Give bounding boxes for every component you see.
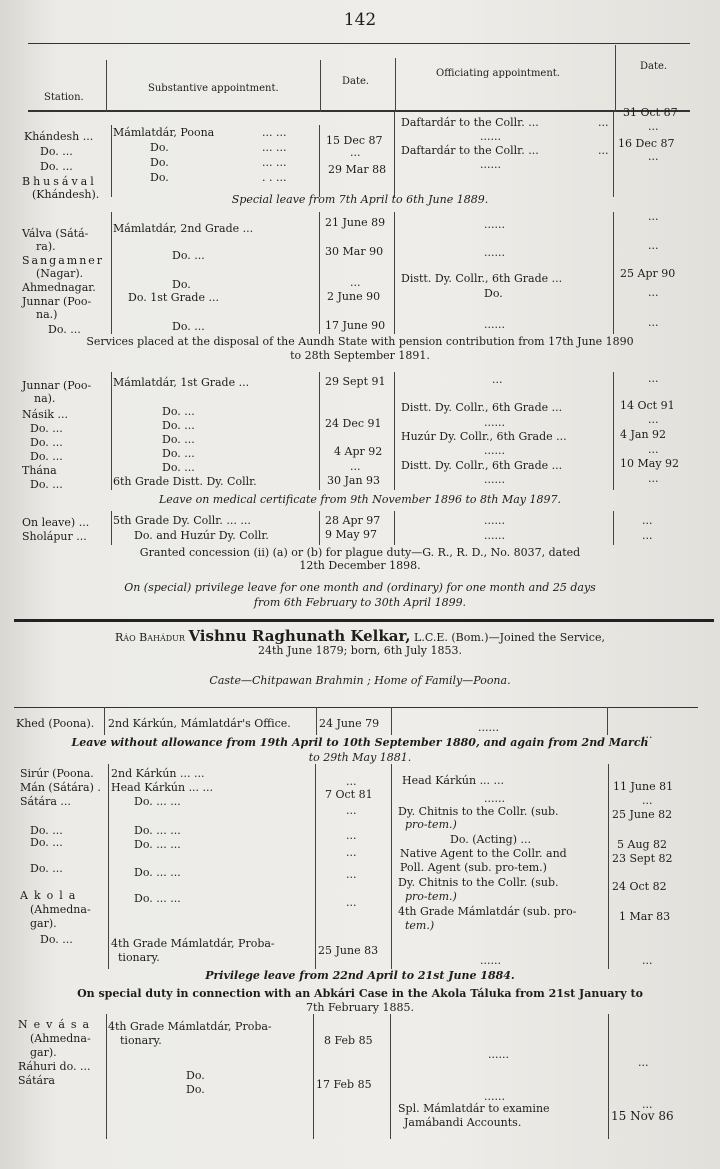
privilege-note: On (special) privilege leave for one month and (ordinary) for one month and 25 days	[124, 581, 596, 594]
services-note: to 28th September 1891.	[290, 349, 430, 362]
column-rule	[608, 764, 609, 969]
officiating-cell: Distt. Dy. Collr., 6th Grade ...	[401, 401, 563, 414]
filler-dots: ...	[598, 144, 609, 157]
column-rule	[104, 707, 105, 735]
substantive-cell: Do. ...	[162, 433, 195, 446]
station-cell: (Ahmedna-	[30, 903, 91, 916]
officiating-date-cell: 15 Nov 86	[611, 1109, 674, 1123]
date-cell: 28 Apr 97	[325, 514, 381, 527]
officiating-cell: Dy. Chitnis to the Collr. (sub.	[398, 805, 559, 818]
concession-note: Granted concession (ii) (a) or (b) for plague duty—G. R., R. D., No. 8037, dated	[139, 546, 581, 559]
privilege-note: from 6th February to 30th April 1899.	[253, 596, 467, 609]
officiating-cell: Do. (Acting) ...	[450, 833, 531, 846]
substantive-cell: Head Kárkún ... ...	[111, 781, 214, 794]
station-cell: Do. ...	[30, 450, 63, 463]
officiating-cell: pro-tem.)	[405, 890, 457, 903]
date-cell: 7 Oct 81	[325, 788, 373, 801]
officiating-cell: Do.	[484, 287, 503, 300]
column-rule	[106, 1014, 107, 1139]
officiating-cell: ...	[492, 373, 503, 386]
column-rule	[108, 764, 109, 969]
header-station: Station.	[44, 92, 84, 103]
officiating-date-cell: ...	[642, 1098, 653, 1111]
officiating-cell: Poll. Agent (sub. pro-tem.)	[400, 861, 547, 874]
privilege-note: Privilege leave from 22nd April to 21st June 1884.	[205, 969, 515, 982]
substantive-cell: Do. ...	[162, 461, 195, 474]
substantive-cell: Do. ...	[172, 320, 205, 333]
station-cell: Sirúr (Poona.	[20, 767, 94, 780]
station-cell: (Nagar).	[36, 267, 84, 280]
officiating-date-cell: ...	[642, 728, 653, 741]
officiating-date-cell: 5 Aug 82	[617, 838, 668, 851]
station-cell: na).	[34, 392, 56, 405]
officiating-cell: ......	[478, 721, 499, 734]
date-cell: 9 May 97	[325, 528, 378, 541]
column-rule	[613, 112, 614, 197]
concession-note: 12th December 1898.	[299, 559, 421, 572]
person-details: L.C.E. (Bom.)—Joined the Service,	[414, 631, 605, 644]
station-cell: Nevása	[18, 1018, 96, 1031]
date-cell: ...	[350, 276, 361, 289]
substantive-cell: Do. ...	[162, 447, 195, 460]
officiating-cell: ......	[484, 318, 505, 331]
officiating-cell: ......	[484, 1090, 505, 1103]
officiating-date-cell: 16 Dec 87	[618, 137, 675, 150]
officiating-date-cell: ...	[642, 514, 653, 527]
station-cell: Khándesh ...	[24, 130, 94, 143]
station-cell: Bhusával	[22, 175, 97, 188]
date-cell: 4 Apr 92	[334, 445, 383, 458]
date-cell: ...	[346, 775, 357, 788]
date-cell: ...	[346, 896, 357, 909]
person-details-line2: 24th June 1879; born, 6th July 1853.	[258, 644, 462, 657]
substantive-cell: Do. ... ...	[134, 824, 181, 837]
column-rule	[613, 372, 614, 490]
date-cell: ...	[346, 804, 357, 817]
officiating-cell: Daftardár to the Collr. ...	[401, 144, 539, 157]
leave-note: to 29th May 1881.	[308, 751, 412, 764]
column-rule	[316, 707, 317, 735]
station-cell: gar).	[30, 917, 57, 930]
station-cell: Sátára	[18, 1074, 55, 1087]
column-rule	[608, 1014, 609, 1139]
station-cell: Do. ...	[40, 145, 73, 158]
substantive-cell: Do.	[150, 171, 169, 184]
date-cell: 15 Dec 87	[326, 134, 383, 147]
officiating-cell: ......	[484, 529, 505, 542]
officiating-date-cell: ...	[642, 954, 653, 967]
officiating-cell: ......	[484, 246, 505, 259]
substantive-cell: Mámlatdár, 1st Grade ...	[113, 376, 250, 389]
officiating-date-cell: 23 Sept 82	[612, 852, 673, 865]
special-duty-note: 7th February 1885.	[306, 1001, 414, 1014]
column-rule	[111, 125, 112, 197]
column-rule	[394, 112, 395, 197]
column-rule	[313, 1014, 314, 1139]
officiating-cell: Dy. Chitnis to the Collr. (sub.	[398, 876, 559, 889]
date-cell: 17 Feb 85	[316, 1078, 372, 1091]
column-rule	[111, 212, 112, 334]
date-cell: ...	[350, 146, 361, 159]
officiating-cell: Spl. Mámlatdár to examine	[398, 1102, 550, 1115]
station-cell: Do. ...	[30, 422, 63, 435]
substantive-cell: tionary.	[118, 951, 160, 964]
substantive-cell: Do. and Huzúr Dy. Collr.	[134, 529, 269, 542]
substantive-cell: Mámlatdár, Poona	[113, 126, 215, 139]
officiating-cell: ......	[480, 130, 501, 143]
officiating-date-cell: ...	[642, 529, 653, 542]
officiating-cell: 4th Grade Mámlatdár (sub. pro-	[398, 905, 577, 918]
station-cell: Thána	[22, 464, 57, 477]
station-cell: gar).	[30, 1046, 57, 1059]
officiating-date-cell: ...	[648, 286, 659, 299]
date-cell: ...	[346, 829, 357, 842]
station-cell: Ráhuri do. ...	[18, 1060, 91, 1073]
officiating-cell: ......	[484, 218, 505, 231]
substantive-cell: Do. 1st Grade ...	[128, 291, 219, 304]
date-cell: 29 Mar 88	[328, 163, 387, 176]
column-rule	[319, 212, 320, 334]
station-cell: On leave) ...	[22, 516, 90, 529]
officiating-cell: Distt. Dy. Collr., 6th Grade ...	[401, 459, 563, 472]
station-cell: Sholápur ...	[22, 530, 87, 543]
officiating-date-cell: 31 Oct 87	[623, 106, 678, 119]
officiating-cell: ......	[488, 1048, 509, 1061]
substantive-cell: 2nd Kárkún ... ...	[111, 767, 205, 780]
column-rule	[394, 511, 395, 545]
officiating-date-cell: 24 Oct 82	[612, 880, 667, 893]
station-cell: Do. ...	[40, 160, 73, 173]
substantive-cell: Do.	[186, 1083, 205, 1096]
substantive-cell: 4th Grade Mámlatdár, Proba-	[111, 937, 275, 950]
column-rule	[315, 764, 316, 969]
column-rule	[111, 372, 112, 490]
date-cell: 21 June 89	[325, 216, 386, 229]
officiating-cell: ......	[484, 444, 505, 457]
date-cell: 29 Sept 91	[325, 375, 386, 388]
officiating-date-cell: 14 Oct 91	[620, 399, 675, 412]
officiating-cell: pro-tem.)	[405, 818, 457, 831]
station-cell: Junnar (Poo-	[22, 295, 92, 308]
officiating-date-cell: ...	[648, 316, 659, 329]
officiating-date-cell: 11 June 81	[613, 780, 674, 793]
officiating-date-cell: 10 May 92	[620, 457, 680, 470]
column-rule	[613, 511, 614, 545]
leave-note: Special leave from 7th April to 6th June 1889.	[231, 193, 489, 206]
station-cell: Junnar (Poo-	[22, 379, 92, 392]
substantive-cell: 5th Grade Dy. Collr. ... ...	[113, 514, 251, 527]
substantive-cell: Do.	[186, 1069, 205, 1082]
station-cell: Ahmednagar.	[22, 281, 96, 294]
substantive-cell: Do. ... ...	[134, 866, 181, 879]
date-cell: 24 June 79	[319, 717, 380, 730]
column-rule	[391, 764, 392, 969]
station-cell: Do. ...	[30, 862, 63, 875]
services-note: Services placed at the disposal of the Aundh State with pension contribution from 17th June 1890	[86, 335, 634, 348]
officiating-date-cell: ...	[648, 120, 659, 133]
substantive-cell: 2nd Kárkún, Mámlatdár's Office.	[108, 717, 291, 730]
officiating-date-cell: ...	[648, 150, 659, 163]
station-cell: Do. ...	[30, 836, 63, 849]
page-number: 142	[343, 10, 377, 30]
date-cell: 8 Feb 85	[324, 1034, 373, 1047]
substantive-cell: Do. ...	[172, 249, 205, 262]
column-rule	[391, 707, 392, 735]
station-cell: (Ahmedna-	[30, 1032, 91, 1045]
officiating-date-cell: ...	[648, 372, 659, 385]
officiating-cell: Daftardár to the Collr. ...	[401, 116, 539, 129]
station-cell: Sangamner	[22, 254, 105, 267]
substantive-cell: 6th Grade Distt. Dy. Collr.	[113, 475, 257, 488]
officiating-cell: Native Agent to the Collr. and	[400, 847, 567, 860]
header-bottom-rule	[28, 110, 690, 112]
station-cell: Do. ...	[40, 933, 73, 946]
officiating-cell: Head Kárkún ... ...	[402, 774, 505, 787]
date-cell: 24 Dec 91	[325, 417, 382, 430]
filler-dots: ... ...	[262, 156, 287, 169]
leave-note: Leave without allowance from 19th April to 10th September 1880, and again from 2nd March	[71, 736, 649, 749]
date-cell: 17 June 90	[325, 319, 386, 332]
substantive-cell: Do. ... ...	[134, 892, 181, 905]
person-name: Vishnu Raghunath Kelkar,	[188, 627, 411, 645]
officiating-cell: ......	[480, 954, 501, 967]
date-cell: ...	[346, 868, 357, 881]
officiating-cell: ......	[484, 514, 505, 527]
header-top-rule	[28, 43, 690, 44]
date-cell: 30 Jan 93	[327, 474, 381, 487]
substantive-cell: Do. ...	[162, 419, 195, 432]
header-divider	[320, 60, 321, 112]
column-rule	[394, 372, 395, 490]
officiating-cell: ......	[480, 158, 501, 171]
substantive-cell: Do.	[172, 278, 191, 291]
officiating-cell: tem.)	[405, 919, 435, 932]
header-divider	[395, 58, 396, 112]
section-rule	[14, 619, 714, 622]
station-cell: Do. ...	[48, 323, 81, 336]
date-cell: 2 June 90	[327, 290, 381, 303]
station-cell: Do. ...	[30, 436, 63, 449]
officiating-date-cell: ...	[648, 210, 659, 223]
officiating-date-cell: ...	[638, 1056, 649, 1069]
column-rule	[613, 212, 614, 334]
officiating-cell: Jamábandi Accounts.	[404, 1116, 522, 1129]
officiating-cell: ......	[484, 473, 505, 486]
station-cell: Násik ...	[22, 408, 68, 421]
officiating-date-cell: 25 Apr 90	[620, 267, 676, 280]
station-cell: Akola	[20, 889, 82, 902]
header-divider	[106, 60, 107, 112]
column-rule	[607, 707, 608, 735]
officiating-date-cell: ...	[648, 443, 659, 456]
officiating-date-cell: 4 Jan 92	[620, 428, 667, 441]
date-cell: 25 June 83	[318, 944, 379, 957]
filler-dots: ... ...	[262, 141, 287, 154]
officiating-date-cell: ...	[648, 413, 659, 426]
substantive-cell: Do. ... ...	[134, 838, 181, 851]
officiating-date-cell: 25 June 82	[612, 808, 673, 821]
station-cell: Do. ...	[30, 478, 63, 491]
station-cell: ra).	[36, 240, 56, 253]
station-cell: Khed (Poona).	[16, 717, 95, 730]
officiating-date-cell: ...	[642, 794, 653, 807]
officiating-cell: Huzúr Dy. Collr., 6th Grade ...	[401, 430, 567, 443]
officiating-date-cell: ...	[648, 239, 659, 252]
station-cell: Do. ...	[30, 824, 63, 837]
station-cell: Mán (Sátára) .	[20, 781, 101, 794]
date-cell: 30 Mar 90	[325, 245, 384, 258]
station-cell: Válva (Sátá-	[22, 227, 89, 240]
person-title: Ráo Bahádur	[115, 631, 185, 644]
filler-dots: ... ...	[262, 126, 287, 139]
substantive-cell: Do. ... ...	[134, 795, 181, 808]
officiating-date-cell: ...	[648, 472, 659, 485]
header-date-2: Date.	[640, 61, 668, 72]
header-officiating: Officiating appointment.	[436, 68, 560, 79]
column-rule	[319, 511, 320, 545]
column-rule	[319, 372, 320, 490]
date-cell: ...	[346, 846, 357, 859]
special-duty-note: On special duty in connection with an Abkári Case in the Akola Táluka from 21st January to	[77, 987, 643, 1000]
substantive-cell: 4th Grade Mámlatdár, Proba-	[108, 1020, 272, 1033]
column-rule	[390, 1014, 391, 1139]
leave-note: Leave on medical certificate from 9th November 1896 to 8th May 1897.	[158, 493, 562, 506]
officiating-cell: Distt. Dy. Collr., 6th Grade ...	[401, 272, 563, 285]
officiating-date-cell: 1 Mar 83	[619, 910, 671, 923]
officiating-cell: ......	[484, 792, 505, 805]
header-divider	[615, 45, 616, 112]
column-rule	[111, 511, 112, 545]
substantive-cell: Do.	[150, 141, 169, 154]
station-cell: Sátára ...	[20, 795, 71, 808]
substantive-cell: Mámlatdár, 2nd Grade ...	[113, 222, 254, 235]
header-substantive: Substantive appointment.	[148, 83, 279, 94]
table-rule	[14, 707, 698, 708]
station-cell: (Khándesh).	[32, 188, 100, 201]
station-cell: na.)	[36, 308, 58, 321]
column-rule	[394, 212, 395, 334]
substantive-cell: tionary.	[120, 1034, 162, 1047]
substantive-cell: Do. ...	[162, 405, 195, 418]
column-rule	[319, 125, 320, 197]
header-date: Date.	[342, 76, 370, 87]
date-cell: ...	[350, 460, 361, 473]
filler-dots: . . ...	[262, 171, 287, 184]
officiating-cell: ......	[484, 416, 505, 429]
substantive-cell: Do.	[150, 156, 169, 169]
caste-line: Caste—Chitpawan Brahmin ; Home of Family—Poona.	[209, 674, 511, 687]
filler-dots: ...	[598, 116, 609, 129]
